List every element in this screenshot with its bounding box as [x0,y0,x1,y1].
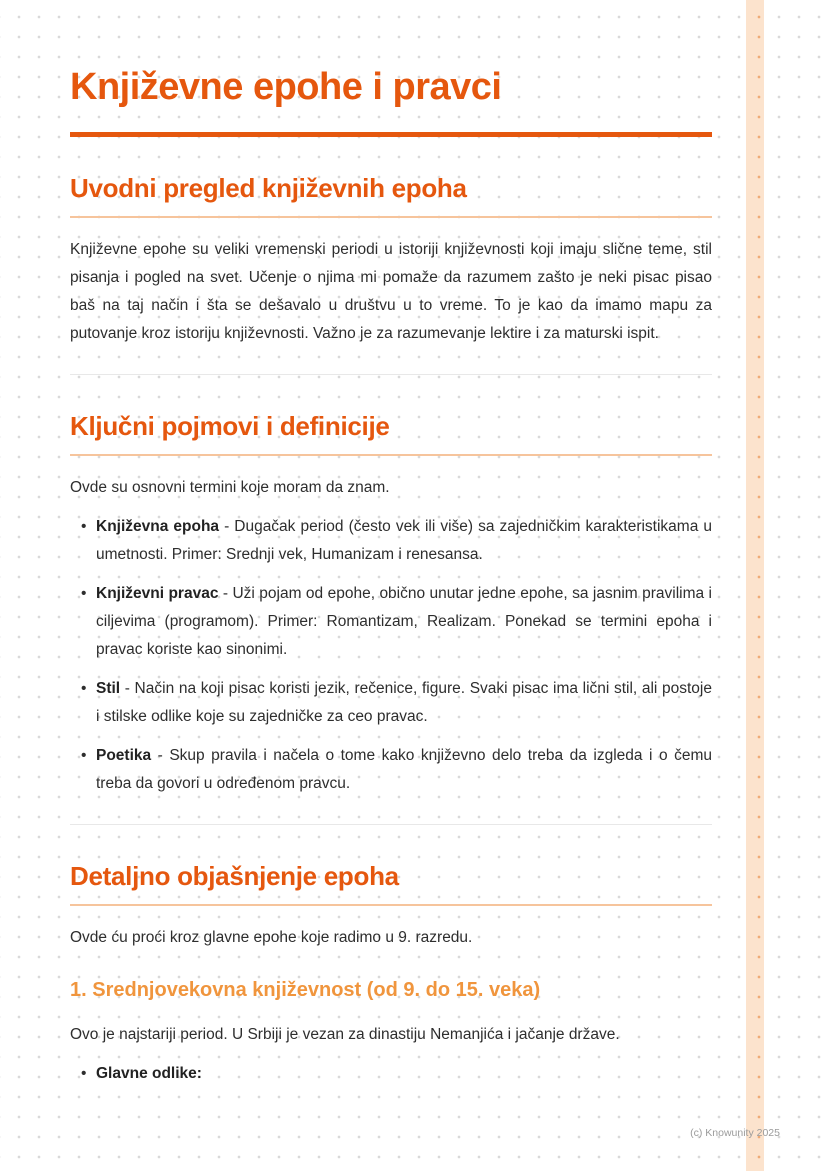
term-bold: Književni pravac [96,585,219,603]
section-divider [70,824,712,825]
section-kljucni-pojmovi [70,411,712,798]
title-rule [70,132,712,137]
section-divider [70,374,712,375]
paragraph: Ovde ću proći kroz glavne epohe koje radimo u 9. razredu. [70,929,473,947]
term-definition: - Dugačak period (često vek ili više) sa zajedničkim karakteristikama u umetnosti. Primer: Srednji vek, Humanizam i renesansa. [96,518,712,564]
list-item [96,675,712,731]
paragraph: Ovde su osnovni termini koje moram da znam. [70,479,390,497]
term-bold: Glavne odlike: [96,1065,202,1083]
subsection-heading: 1. Srednjovekovna književnost (od 9. do 15. veka) [70,979,541,1002]
heading-rule [70,904,712,906]
term-bold: Književna epoha [96,518,220,536]
paragraph: Ovo je najstariji period. U Srbiji je vezan za dinastiju Nemanjića i jačanje države. [70,1026,620,1044]
term-bold: Stil [96,680,121,698]
heading-rule [70,216,712,218]
section-heading: Detaljno objašnjenje epoha [70,861,399,892]
list-item [96,1060,712,1088]
page-title: Književne epohe i pravci [70,66,502,108]
definitions-list [70,513,712,798]
term-definition: - Uži pojam od epohe, obično unutar jedne epohe, sa jasnim pravilima i ciljevima (programom). Primer: Romantizam, Realizam. Ponekad se termini epoha i pravac koriste kao sinonimi. [96,585,713,659]
term-bold: Poetika [96,747,152,765]
list-item [96,580,712,664]
outline-list [70,1060,712,1088]
heading-rule [70,454,712,456]
section-detaljno-objasnjenje [70,861,712,1088]
term-definition: - Način na koji pisac koristi jezik, rečenice, figure. Svaki pisac ima lični stil, ali postoje i stilske odlike koje su zajedničke za ceo pravac. [96,680,712,726]
section-heading: Uvodni pregled književnih epoha [70,172,467,203]
section-heading: Ključni pojmovi i definicije [70,410,390,441]
copyright-note: (c) Knowunity 2025 [690,1127,780,1139]
list-item [96,742,712,798]
paragraph: Književne epohe su veliki vremenski periodi u istoriji književnosti koji imaju slične teme, stil pisanja i pogled na svet. Učenje o njima mi pomaže da razumem zašto je neki pisac pisao baš na taj način i šta se dešavalo u društvu u to vreme. To je kao da imamo mapu za putovanje kroz istoriju književnosti. Važno je za razumevanje lektire i za maturski ispit. [70,240,712,342]
list-item [96,513,712,569]
term-definition: - Skup pravila i načela o tome kako književno delo treba da izgleda i o čemu treba da govori u određenom pravcu. [96,747,712,793]
section-uvodni-pregled [70,173,712,348]
